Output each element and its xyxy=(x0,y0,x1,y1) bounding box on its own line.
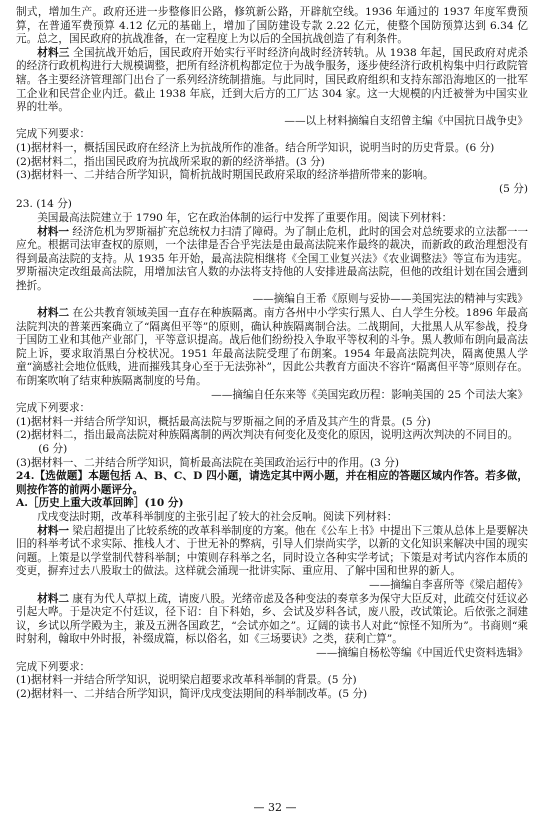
material-3-source: ——以上材料摘编自支绍曾主编《中国抗日战争史》 xyxy=(284,114,528,127)
material-3-text: 全国抗战开始后，国民政府开始实行平时经济向战时经济转轨。从 1938 年起，国民政府对虎杀的经济行政机构进行大规模调整，把所有经济机构都定位于为战争服务，逐步使经济行政机构集中归行政院管辖。各主要经济管理部门出台了一系列经济统制措施。与此同时，国民政府组织和支持东部沿海地区的一批军工企业和民营企业内迁。截止 1938 年底，迁到大后方的工厂达 304 家。这一大规模的内迁被誉为中国实业界的壮举。 xyxy=(16,46,529,114)
q23-material-1 xyxy=(16,226,528,294)
q23-material-1-label: 材料一 xyxy=(37,225,69,238)
q23-requirement-2: (2)据材料二，指出最高法院对种族隔离制的两次判决有何变化及变化的原因，说明这两次判决的不同目的。(6 分) xyxy=(16,429,519,455)
requirement-3: (3)据材料一、二并结合所学知识，简析抗战时期国民政府采取的经济举措所带来的影响。 xyxy=(16,169,434,182)
paragraph-continued: 制式，增加生产。政府还进一步整修旧公路，修筑新公路，开辟航空线。1936 年通过的 1937 年度军费预算，在普通军费预算 4.12 亿元的基础上，增加了国防建设专款 2.22 亿元，使整个国防预算达到 6.34 亿元。总之，国民政府的抗战准备，在一定程度上为以后的全国抗战创造了有利条件。 xyxy=(16,6,528,46)
question-23-intro: 美国最高法院建立于 1790 年，它在政治体制的运行中发挥了重要作用。阅读下列材料： xyxy=(37,211,453,224)
q23-material-2-source: ——摘编自任东来等《美国宪政历程：影响美国的 25 个司法大案》 xyxy=(211,388,528,401)
requirement-2: (2)据材料二，指出国民政府为抗战所采取的新的经济举措。(3 分) xyxy=(16,155,325,168)
q23-material-2-label: 材料二 xyxy=(37,307,70,320)
q24-material-1-label: 材料一 xyxy=(37,524,69,537)
material-3-paragraph xyxy=(16,47,528,115)
q24-requirement-1: (1)据材料一并结合所学知识，说明梁启超要求改革科举制的背景。(5 分) xyxy=(16,674,357,687)
requirement-1: (1)据材料一，概括国民政府在经济上为抗战所作的准备。结合所学知识，说明当时的历史背景。(6 分) xyxy=(16,141,495,154)
q24-material-1 xyxy=(16,525,528,579)
q24-material-2-label: 材料二 xyxy=(37,592,69,605)
q24-material-2-text: 康有为代人草拟上疏，请废八股。光绪帝虑及各种变法的奏章多为保守大臣反对，此疏交付廷议必引起大哗。于是决定不付廷议，径下诏：自下科始，乡、会试及岁科各试，废八股，改试策论。后依张之洞建议，乡试以所学殿为主，兼及五洲各国政艺，“会试亦如之”。辽阔的读书人对此“惊怪不知所为”。书商则“乘时射利，翰取中外时报，补缀成篇，标以俗名，如《三场要诀》之类，获利亡算”。 xyxy=(16,592,529,646)
page-number: — 32 — xyxy=(253,801,297,815)
q23-material-1-text: 经济危机为罗斯福扩充总统权力扫清了障碍。为了制止危机，此时的国会对总统要求的立法都一一应允。根据司法审查权的原则，一个法律是否合乎宪法是由最高法院来作最终的裁决，而新政的政治理想没有得到最高法院的支持。从 1935 年开始，最高法院相继将《全国工业复兴法》《农业调整法》等宣布为违宪。罗斯福决定改组最高法院，用增加法官人数的办法将支持他的人安排进最高法院，但他的改组计划在国会遭到挫折。 xyxy=(16,225,529,292)
q24-requirement-2: (2)据材料一、二并结合所学知识，简评戊戌变法期间的科举制改革。(5 分) xyxy=(16,687,368,700)
question-23-header: 23. (14 分) xyxy=(16,198,72,211)
q23-material-2 xyxy=(16,307,528,389)
question-24-header: 24.【选做题】本题包括 A、B、C、D 四小题，请选定其中两小题，并在相应的答题区域内作答。若多做，则按作答的前两小题评分。 xyxy=(16,470,528,496)
q24-requirements-title: 完成下列要求： xyxy=(16,660,91,673)
material-3-label: 材料三 xyxy=(37,46,70,59)
q24-material-1-text: 梁启超提出了比较系统的改革科举制度的方案。他在《公车上书》中提出下三策从总体上是要解决旧的科举考试不求实际、推栈人才、于世无补的弊病，引导人们崇尚实学，以新的文化知识来解决中国的现实问题。上策是以学堂制代替科举制；中策则存科举之名，同时设立各种实学考试；下策是对考试内容作本质的变更，摒弃过去八股取士的做法。这样就会涌现一批讲实际、重应用、了解中国和世界的新人。 xyxy=(16,524,529,578)
q23-material-1-source: ——摘编自王希《原则与妥协——美国宪法的精神与实践》 xyxy=(252,293,528,306)
q23-requirements-title: 完成下列要求： xyxy=(16,402,91,415)
q24-material-2-source: ——摘编自杨松等编《中国近代史资料选辑》 xyxy=(316,646,528,659)
q24-material-1-source: ——摘编自李喜所等《梁启超传》 xyxy=(369,578,528,591)
q23-requirement-1: (1)据材料一并结合所学知识，概括最高法院与罗斯福之间的矛盾及其产生的背景。(5 分) xyxy=(16,415,431,428)
q23-requirement-3: (3)据材料一、二并结合所学知识，简析最高法院在美国政治运行中的作用。(3 分) xyxy=(16,456,399,469)
section-a-title: A.［历史上重大改革回眸］(10 分) xyxy=(16,497,184,510)
q24-material-2 xyxy=(16,593,528,647)
q23-material-2-text: 在公共教育领域美国一直存在种族隔离。南方各州中小学实行黑人、白人学生分校。1896 年最高法院判决的普莱西案确立了“隔离但平等”的原则，确认种族隔离制合法。二战期间，大批黑人从军参战，投身于国防工业和其他产业部门，平等意识提高。战后他们纷纷投入争取平等权利的斗争。黑人教师布朗向最高法院上诉，要求取消黑白分校状况。1951 年最高法院受理了布朗案。1954 年最高法院判决，隔离使黑人学童“滴感社会地位低贱，进而摧残其身心至于无法弥补”，因此公共教育方面决不容许“隔离但平等”原则存在。布朗案吹响了结束种族隔离制度的号角。 xyxy=(16,307,528,388)
requirements-title: 完成下列要求： xyxy=(16,128,91,141)
q24-intro: 戊戌变法时期，改革科举制度的主张引起了较大的社会反响。阅读下列材料： xyxy=(37,510,398,523)
requirement-3-score: (5 分) xyxy=(499,182,528,195)
